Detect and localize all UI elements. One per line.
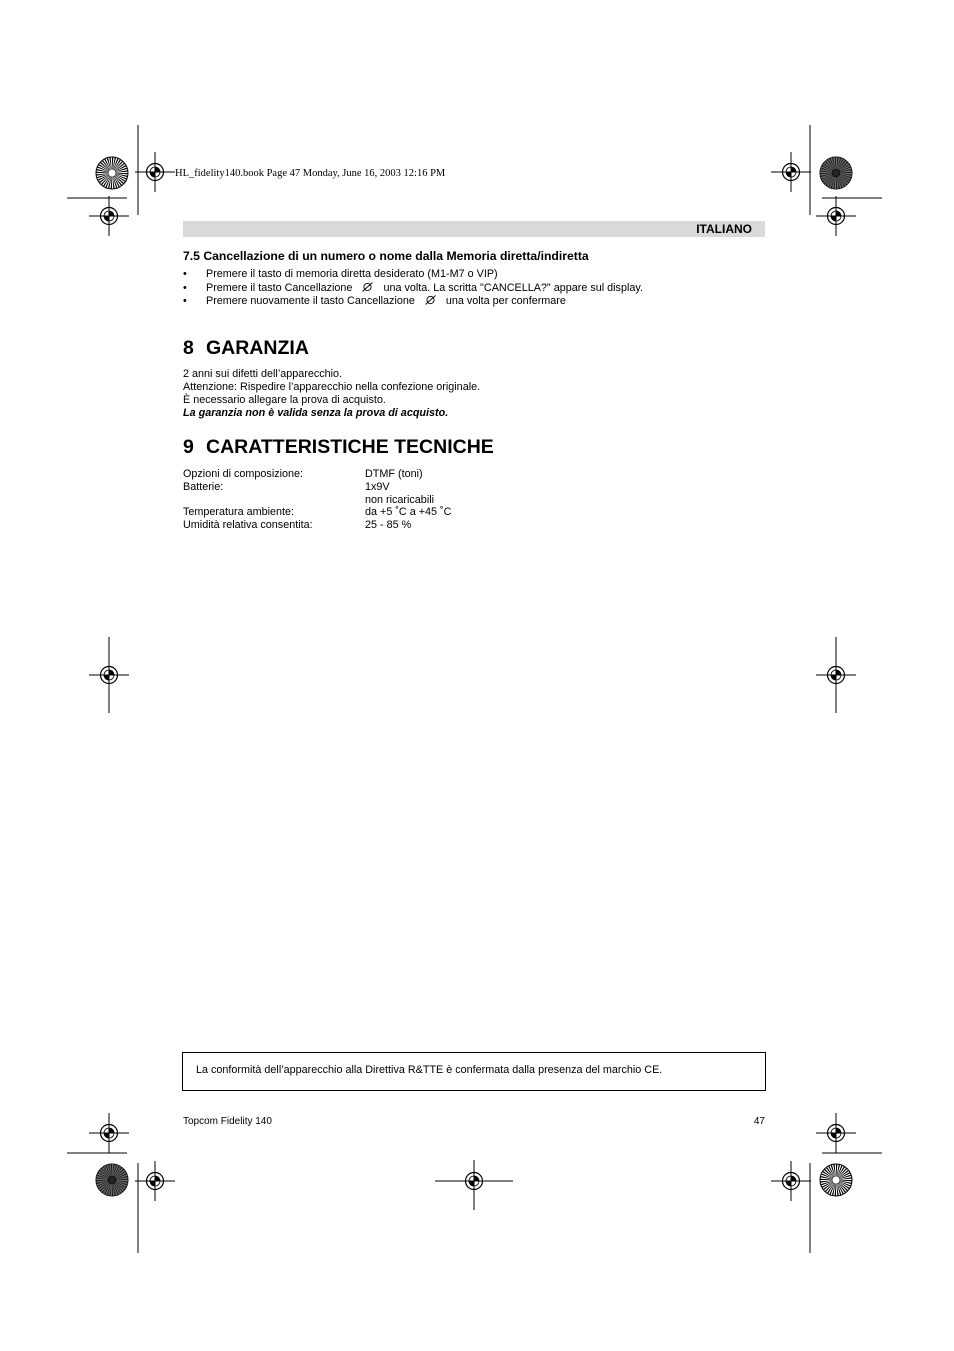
spec-value: da +5 ˚C a +45 ˚C [365, 506, 452, 519]
list-item-text: Premere il tasto di memoria diretta desiderato (M1-M7 o VIP) [206, 268, 498, 280]
bullet-glyph: • [183, 268, 187, 280]
footer-product: Topcom Fidelity 140 [183, 1116, 272, 1127]
section-number: 9 [183, 436, 194, 458]
page-number: 47 [753, 1116, 765, 1127]
spec-value: DTMF (toni) [365, 468, 423, 480]
registration-mark-icon [89, 1113, 129, 1153]
section-9-heading [183, 436, 494, 459]
crossed-circle-icon [424, 295, 437, 305]
registration-mark-icon [816, 196, 856, 236]
registration-mark-icon [816, 1113, 856, 1153]
starburst-mark-icon [820, 157, 852, 189]
section-7-5-title: 7.5 Cancellazione di un numero o nome dalla Memoria diretta/indiretta [183, 249, 589, 263]
language-bar [183, 221, 765, 237]
list-item-text: Premere nuovamente il tasto Cancellazione [206, 295, 415, 307]
spec-value: non ricaricabili [365, 493, 435, 506]
spec-label: Umidità relativa consentita: [183, 519, 313, 532]
paragraph-line: 2 anni sui difetti dell’apparecchio. [183, 368, 343, 380]
book-slug: HL_fidelity140.book Page 47 Monday, June 16, 2003 12:16 PM [175, 168, 446, 179]
registration-mark-icon [135, 1161, 175, 1201]
crossed-circle-icon [361, 282, 374, 292]
spec-label: Batterie: [183, 480, 224, 493]
warranty-text [183, 368, 480, 420]
spec-value: 1x9V [365, 480, 390, 493]
section-title: GARANZIA [206, 337, 309, 359]
ce-notice-box [182, 1052, 766, 1091]
registration-mark-icon [135, 152, 175, 192]
section-number: 8 [183, 337, 194, 359]
starburst-mark-icon [96, 1164, 128, 1196]
registration-mark-icon [771, 1161, 811, 1201]
section-title: CARATTERISTICHE TECNICHE [206, 436, 494, 458]
spec-value: 25 - 85 % [365, 519, 412, 532]
list-item-text: Premere il tasto Cancellazione [206, 281, 353, 294]
warranty-emphasis: La garanzia non è valida senza la prova di acquisto. [183, 407, 449, 419]
language-label: ITALIANO [696, 222, 752, 236]
list-item-text-after: una volta. La scritta "CANCELLA?" appare sul display. [383, 281, 643, 294]
registration-mark-icon [771, 152, 811, 192]
paragraph-line: Attenzione: Rispedire l’apparecchio nella confezione originale. [183, 381, 481, 393]
registration-mark-icon [89, 196, 129, 236]
ce-notice-text: La conformità dell’apparecchio alla Direttiva R&TTE è confermata dalla presenza del marchio CE. [196, 1064, 663, 1076]
starburst-mark-icon [96, 157, 128, 189]
section-8-heading [183, 337, 309, 360]
spec-label: Opzioni di composizione: [183, 468, 304, 480]
bullet-glyph: • [183, 281, 187, 294]
paragraph-line: È necessario allegare la prova di acquisto. [183, 394, 386, 406]
bullet-glyph: • [183, 295, 187, 307]
spec-label: Temperatura ambiente: [183, 506, 295, 519]
list-item-text-after: una volta per confermare [445, 295, 566, 307]
starburst-mark-icon [820, 1164, 852, 1196]
